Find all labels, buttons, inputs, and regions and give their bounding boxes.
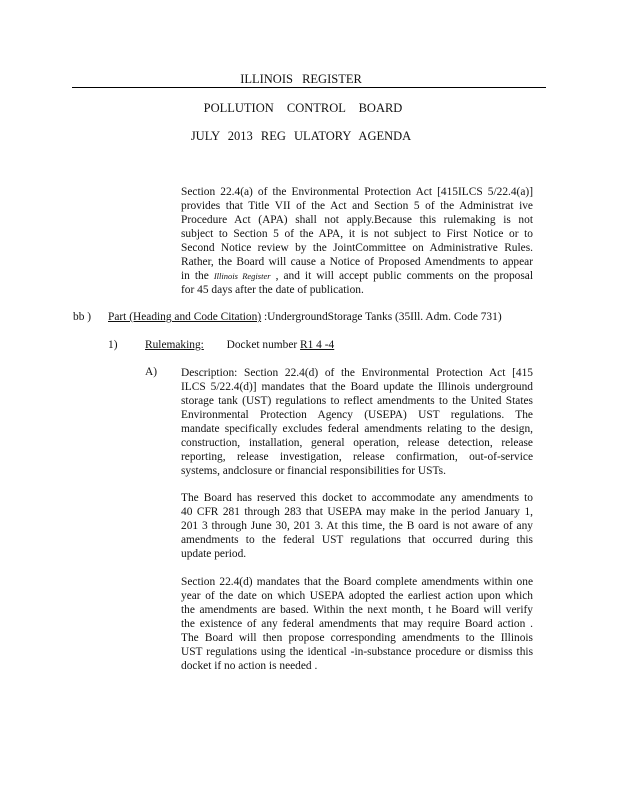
apa-exemption-paragraph xyxy=(181,185,533,297)
paragraph-line: The Board will then propose corresponding amendments to the Illinois xyxy=(181,632,533,644)
rulemaking-line xyxy=(145,339,334,351)
paragraph-line: storage tank (UST) regulations to reflect amendments to the United States xyxy=(181,395,533,407)
part-heading-value: :UndergroundStorage Tanks (35Ill. Adm. Code 731) xyxy=(263,311,502,323)
paragraph-line: update period. xyxy=(181,548,247,560)
line-end-text: , and it will accept public comments on the proposal xyxy=(275,270,533,282)
line-start-text: in the xyxy=(181,270,209,282)
mandate-paragraph xyxy=(181,575,533,673)
paragraph-line xyxy=(181,269,533,283)
agenda-title: JULY 2013 REG ULATORY AGENDA xyxy=(190,129,412,143)
rulemaking-label: Rulemaking: xyxy=(145,339,204,351)
part-heading-label: Part (Heading and Code Citation) xyxy=(108,311,262,323)
paragraph-line: ILCS 5/22.4(d)] mandates that the Board update the Illinois underground xyxy=(181,381,533,393)
paragraph-line: Section 22.4(a) of the Environmental Protection Act [415ILCS 5/22.4(a)] xyxy=(181,186,533,198)
paragraph-line: 201 3 through June 30, 201 3. At this time, the B oard is not aware of any xyxy=(181,520,533,532)
agency-name: POLLUTION CONTROL BOARD xyxy=(203,101,403,115)
paragraph-line: docket if no action is needed . xyxy=(181,660,318,672)
paragraph-line: mandate specifically excludes federal amendments relating to the design, xyxy=(181,423,533,435)
paragraph-line: UST regulations using the identical -in-substance procedure or dismiss this xyxy=(181,646,533,658)
paragraph-line: Procedure Act (APA) shall not apply.Because this rulemaking is not xyxy=(181,214,533,226)
paragraph-line: Section 22.4(d) mandates that the Board complete amendments within one xyxy=(181,576,533,588)
item-marker-1: 1) xyxy=(108,339,118,351)
item-marker-a: A) xyxy=(145,366,158,378)
paragraph-line: 40 CFR 281 through 283 that USEPA may make in the period January 1, xyxy=(181,506,533,518)
header-rule xyxy=(72,87,546,88)
paragraph-line: Description: Section 22.4(d) of the Environmental Protection Act [415 xyxy=(181,367,533,379)
docket-label: Docket number xyxy=(226,339,298,351)
paragraph-line: the amendments are based. Within the next month, t he Board will verify xyxy=(181,604,533,616)
part-heading-line xyxy=(108,311,502,323)
paragraph-line: Second Notice review by the JointCommittee on Administrative Rules. xyxy=(181,242,533,254)
description-paragraph xyxy=(181,366,533,478)
paragraph-line: year of the date on which USEPA adopted the earliest action upon which xyxy=(181,590,533,602)
paragraph-line: subject to Section 5 of the APA, it is not subject to First Notice or to xyxy=(181,228,533,240)
paragraph-line: Environmental Protection Agency (USEPA) UST regulations. The xyxy=(181,409,533,421)
paragraph-line: reporting, release investigation, release confirmation, out-of-service xyxy=(181,451,533,463)
reserved-docket-paragraph xyxy=(181,491,533,561)
item-marker-bb: bb ) xyxy=(73,311,92,323)
paragraph-line: provides that Title VII of the Act and Section 5 of the Administrat ive xyxy=(181,200,533,212)
paragraph-line: The Board has reserved this docket to accommodate any amendments to xyxy=(181,492,533,504)
paragraph-line: construction, installation, general operation, release detection, release xyxy=(181,437,533,449)
paragraph-line: amendments to the federal UST regulations that occurred during this xyxy=(181,534,533,546)
register-title: ILLINOIS REGISTER xyxy=(240,72,362,86)
paragraph-line: systems, andclosure or financial responsibilities for USTs. xyxy=(181,465,446,477)
paragraph-line: Rather, the Board will cause a Notice of Proposed Amendments to appear xyxy=(181,256,533,268)
docket-number: R1 4 -4 xyxy=(300,339,335,351)
illinois-register-name: Illinois Register xyxy=(213,271,271,281)
paragraph-line: the existence of any federal amendments that may require Board action . xyxy=(181,618,533,630)
paragraph-line: for 45 days after the date of publication. xyxy=(181,284,364,296)
